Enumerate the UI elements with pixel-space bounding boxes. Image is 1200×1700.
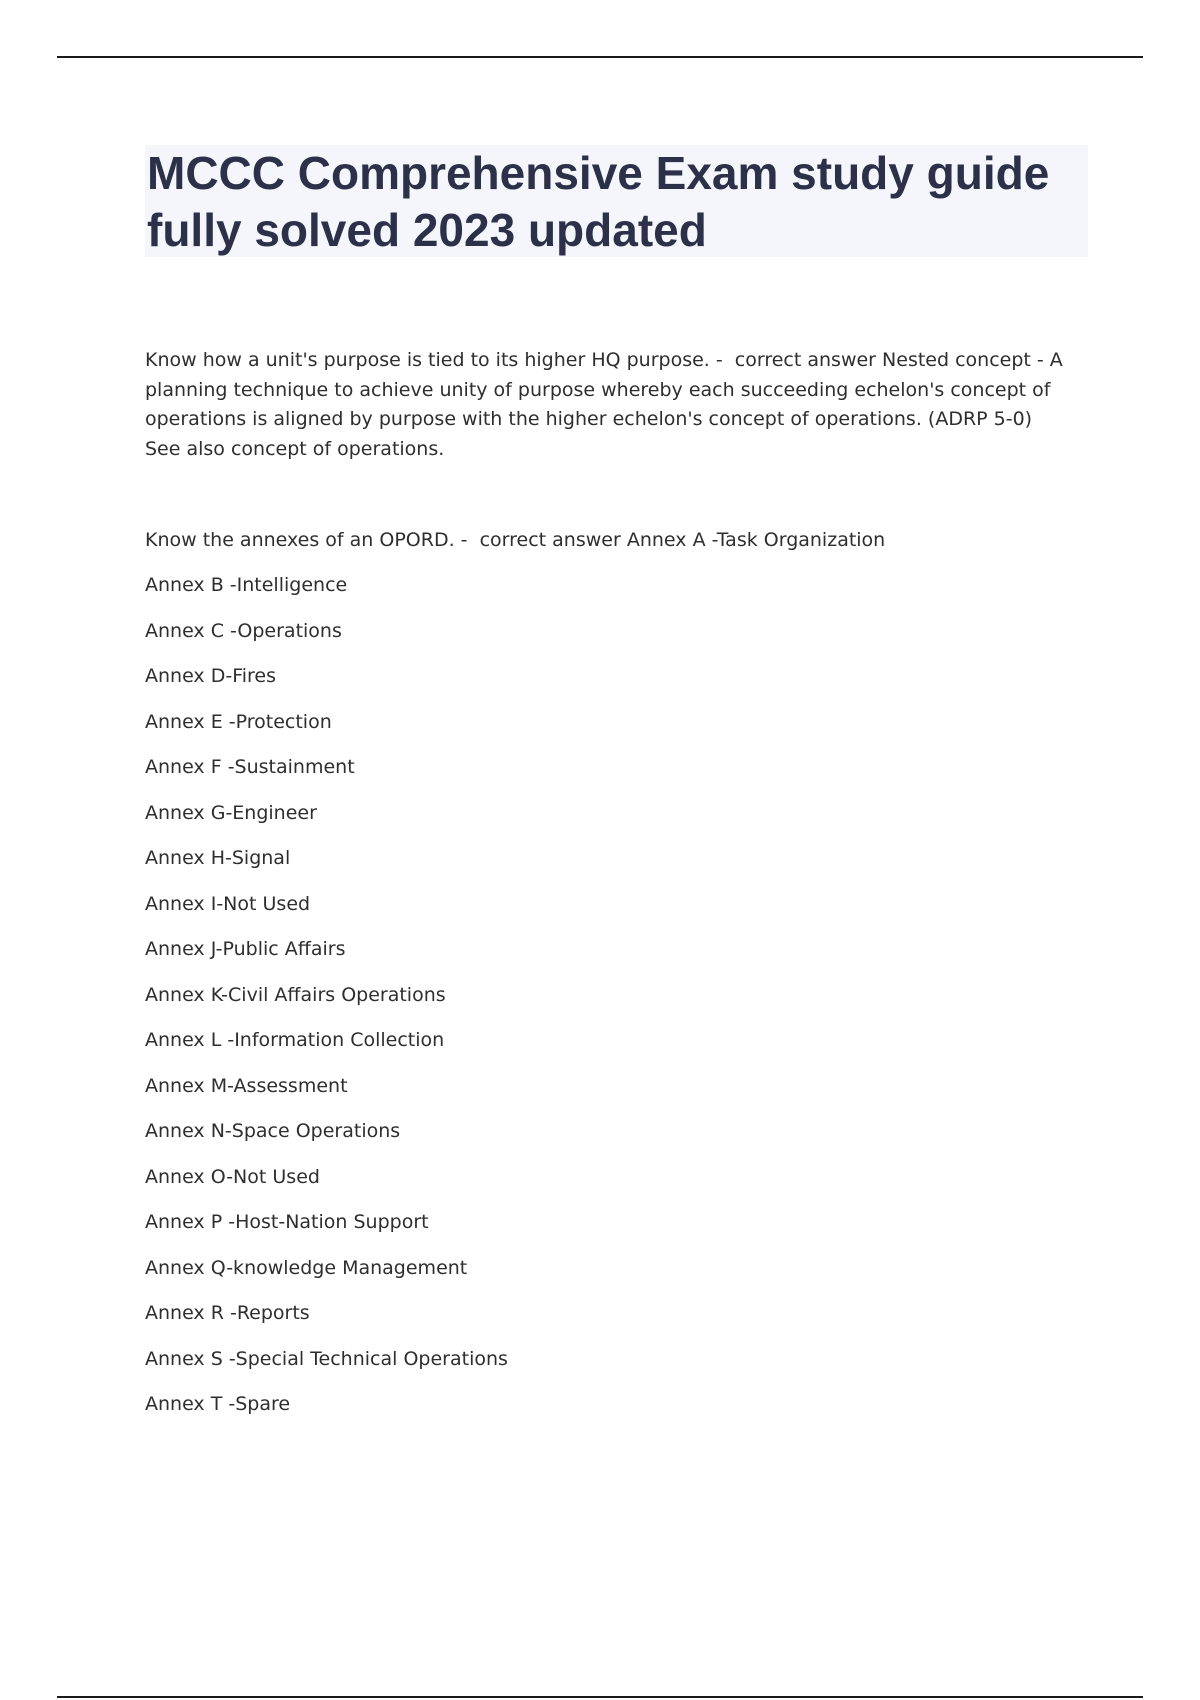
bottom-divider [57, 1696, 1143, 1698]
list-item: Annex E -Protection [145, 710, 332, 733]
list-item: Annex I-Not Used [145, 892, 311, 915]
list-item: Annex D-Fires [145, 665, 277, 687]
list-item: Annex Q-knowledge Management [145, 1256, 468, 1279]
answer-separator: - correct answer [454, 529, 627, 551]
answer-text: Nested concept - A planning technique to achieve unity of purpose whereby each succeeding echelon's concept of operations is aligned by purpose with the higher echelon's concept of operations. (ADRP 5-0) See also concept of operations. [145, 349, 1063, 460]
list-item: Annex N-Space Operations [145, 1120, 401, 1142]
list-item: Annex C -Operations [145, 619, 342, 642]
list-item: Annex O-Not Used [145, 1165, 320, 1188]
list-item: Annex G-Engineer [145, 801, 317, 824]
list-item: Annex H-Signal [145, 847, 291, 869]
answer-separator: - correct answer [709, 349, 883, 371]
list-item: Annex F -Sustainment [145, 756, 355, 778]
qa-item-opord-annexes [145, 526, 885, 556]
list-item: Annex K-Civil Affairs Operations [145, 983, 446, 1006]
list-item: Annex L -Information Collection [145, 1029, 445, 1051]
top-divider [57, 56, 1143, 58]
annex-list [145, 571, 508, 1436]
question-text: Know the annexes of an OPORD. [145, 529, 455, 551]
qa-item-unit-purpose [145, 346, 1065, 464]
list-item: Annex P -Host-Nation Support [145, 1211, 429, 1233]
list-item: Annex S -Special Technical Operations [145, 1347, 508, 1370]
list-item: Annex R -Reports [145, 1302, 310, 1324]
list-item: Annex J-Public Affairs [145, 938, 346, 960]
question-text: Know how a unit's purpose is tied to its higher HQ purpose. [145, 349, 710, 371]
list-item: Annex B -Intelligence [145, 574, 348, 596]
list-item: Annex M-Assessment [145, 1074, 348, 1097]
document-title: MCCC Comprehensive Exam study guide fully solved 2023 updated [147, 147, 1050, 256]
answer-first-line: Annex A -Task Organization [626, 529, 886, 551]
list-item: Annex T -Spare [145, 1393, 291, 1415]
